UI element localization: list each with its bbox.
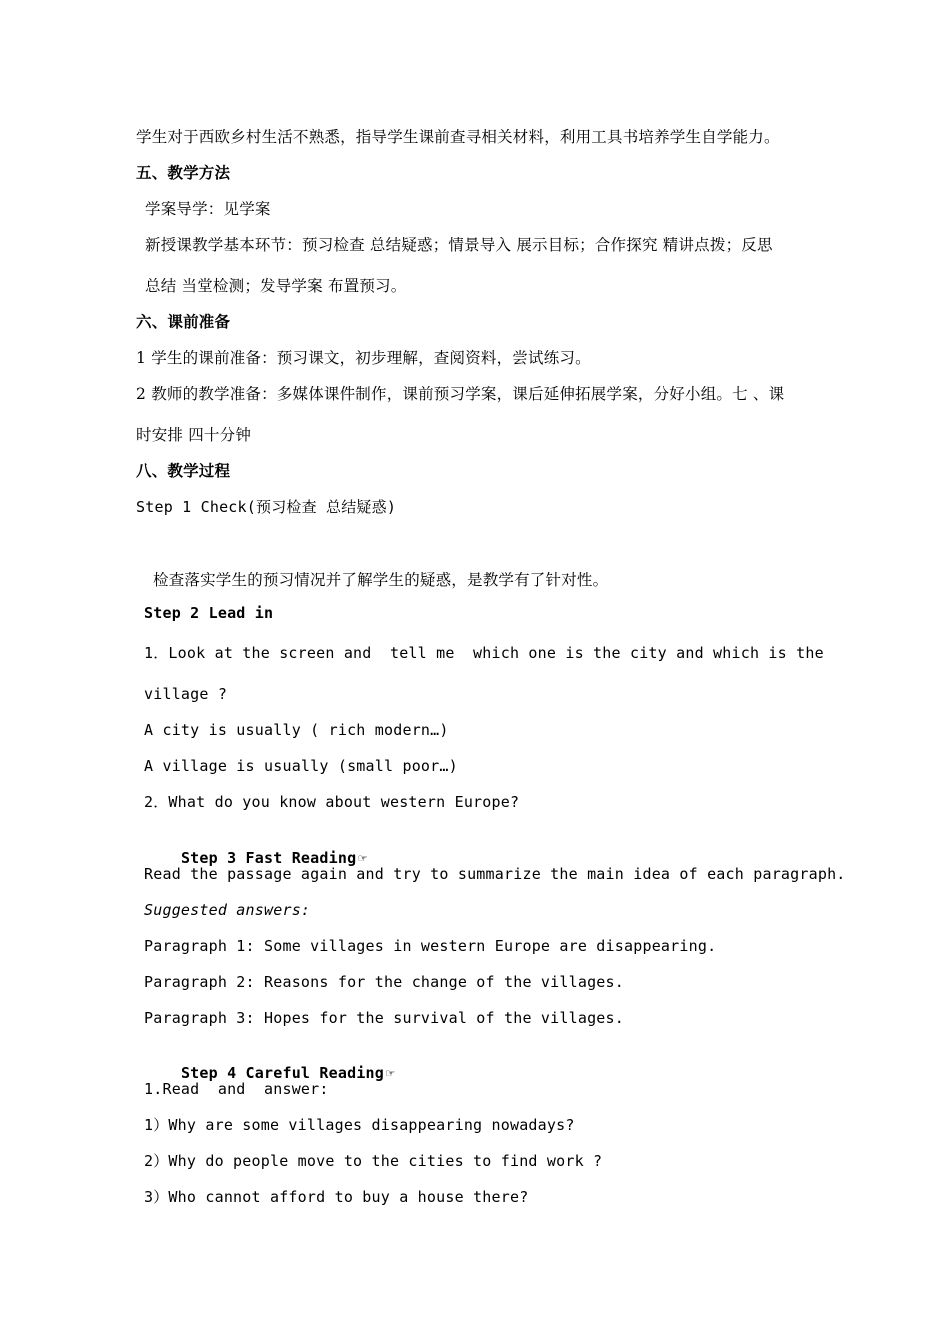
- suggested-answers-label: Suggested answers:: [144, 901, 311, 919]
- paragraph-1-answer: Paragraph 1: Some villages in western Europe are disappearing.: [144, 937, 717, 955]
- hand-pointer-icon: ☞: [358, 851, 367, 867]
- question-line-1-cont: village ?: [144, 685, 228, 703]
- text-line-1: 学生对于西欧乡村生活不熟悉，指导学生课前查寻相关材料，利用工具书培养学生自学能力。: [136, 128, 780, 146]
- question-line-1: 1．Look at the screen and tell me which one is the city and which is the: [144, 644, 824, 662]
- text-line-8: 2 教师的教学准备：多媒体课件制作，课前预习学案，课后延伸拓展学案，分好小组。七 、课: [136, 385, 785, 403]
- city-line: A city is usually ( rich modern…): [144, 721, 449, 739]
- instruction-line: Read the passage again and try to summarize the main idea of each paragraph.: [144, 865, 846, 883]
- careful-question-1: 1）Why are some villages disappearing nowadays?: [144, 1116, 575, 1134]
- section-heading-5: 五、教学方法: [136, 163, 231, 182]
- careful-question-2: 2）Why do people move to the cities to find work ?: [144, 1152, 603, 1170]
- village-line: A village is usually (small poor…): [144, 757, 458, 775]
- read-and-answer-line: 1.Read and answer:: [144, 1080, 329, 1098]
- section-heading-8: 八、教学过程: [136, 461, 231, 480]
- text-line-7: 1 学生的课前准备：预习课文，初步理解，查阅资料，尝试练习。: [136, 349, 591, 367]
- step-3-label: Step 3 Fast Reading: [180, 849, 357, 867]
- section-heading-6: 六、课前准备: [136, 312, 231, 331]
- text-line-4: 新授课教学基本环节：预习检查 总结疑惑；情景导入 展示目标；合作探究 精讲点拨；反思: [145, 236, 773, 254]
- text-line-3: 学案导学：见学案: [145, 200, 271, 218]
- paragraph-3-answer: Paragraph 3: Hopes for the survival of the villages.: [144, 1009, 624, 1027]
- text-line-12: 检查落实学生的预习情况并了解学生的疑惑，是教学有了针对性。: [153, 571, 609, 589]
- text-line-9: 时安排 四十分钟: [136, 426, 252, 444]
- question-line-2: 2．What do you know about western Europe?: [144, 793, 520, 811]
- paragraph-2-answer: Paragraph 2: Reasons for the change of the villages.: [144, 973, 624, 991]
- careful-question-3: 3）Who cannot afford to buy a house there?: [144, 1188, 529, 1206]
- text-line-5: 总结 当堂检测；发导学案 布置预习。: [145, 277, 407, 295]
- step-4-label: Step 4 Careful Reading: [180, 1064, 385, 1082]
- hand-pointer-icon: ☞: [386, 1066, 395, 1082]
- step-1-heading: Step 1 Check(预习检查 总结疑惑): [136, 498, 397, 516]
- step-2-heading: Step 2 Lead in: [144, 604, 274, 622]
